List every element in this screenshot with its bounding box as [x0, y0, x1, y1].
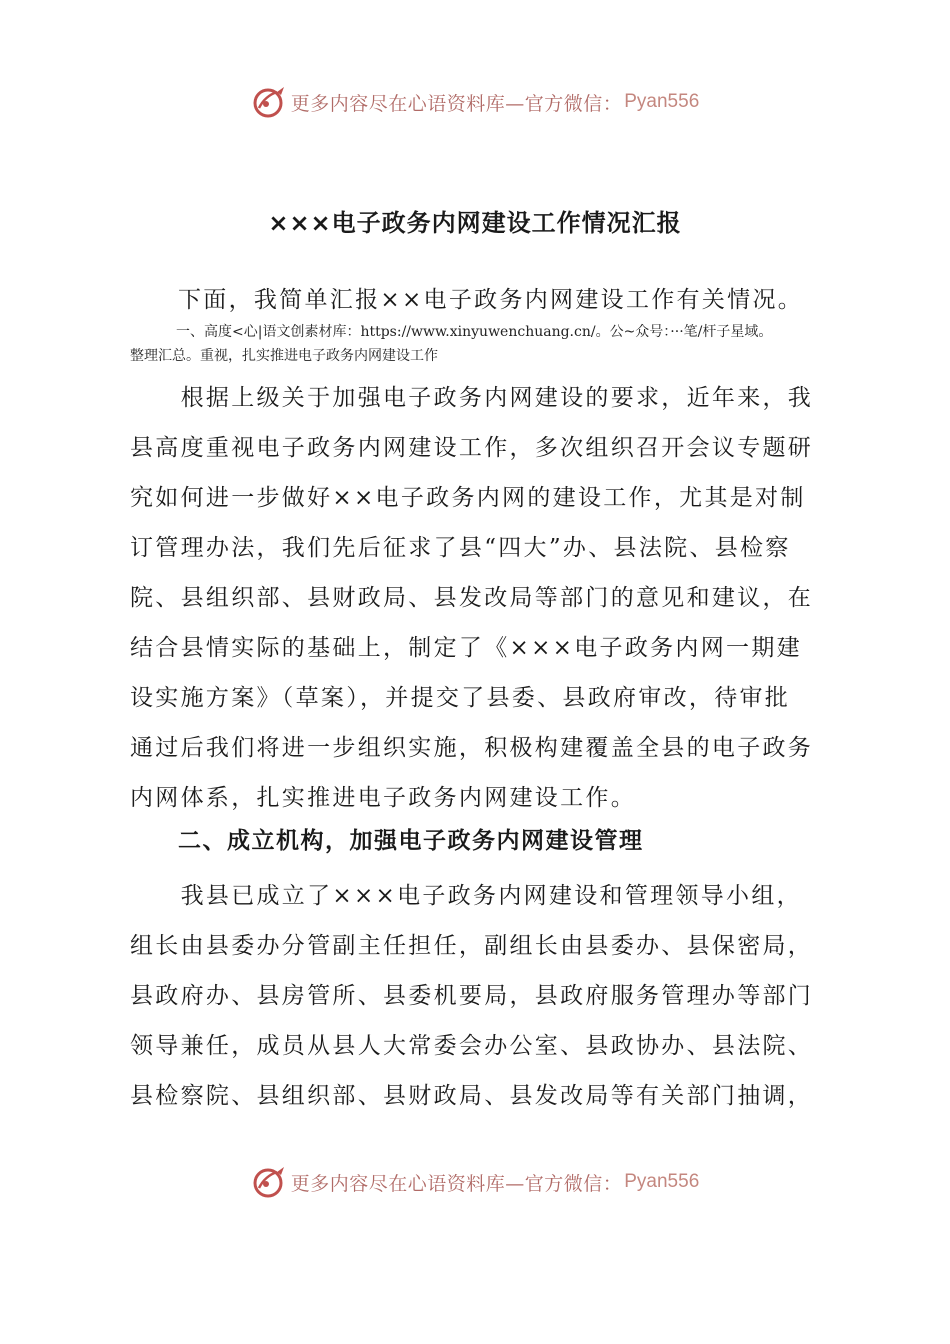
source-note-line-2: 整理汇总。重视，扎实推进电子政务内网建设工作	[130, 348, 438, 364]
section-heading-2: 二、成立机构，加强电子政务内网建设管理	[178, 828, 644, 854]
paragraph-line: 通过后我们将进一步组织实施，积极构建覆盖全县的电子政务	[130, 735, 814, 761]
source-note-line-1: 一、高度<心|语文创素材库：https://www.xinyuwenchuang.cn/。公~众号：···笔/杆子星域。	[176, 324, 773, 340]
pen-logo-icon	[251, 1164, 287, 1200]
paragraph-line: 内网体系，扎实推进电子政务内网建设工作。	[130, 785, 636, 811]
paragraph-line: 究如何进一步做好××电子政务内网的建设工作，尤其是对制	[130, 485, 806, 511]
intro-paragraph: 下面，我简单汇报××电子政务内网建设工作有关情况。	[178, 287, 804, 313]
pen-logo-icon	[251, 84, 287, 120]
paragraph-line: 县检察院、县组织部、县财政局、县发改局等有关部门抽调，	[130, 1083, 814, 1109]
paragraph-line: 领导兼任，成员从县人大常委会办公室、县政协办、县法院、	[130, 1033, 814, 1059]
paragraph-line: 院、县组织部、县财政局、县发改局等部门的意见和建议，在	[130, 585, 814, 611]
header-watermark-banner	[0, 82, 950, 122]
paragraph-line: 组长由县委办分管副主任担任，副组长由县委办、县保密局，	[130, 933, 814, 959]
paragraph-line: 根据上级关于加强电子政务内网建设的要求，近年来，我	[130, 385, 814, 411]
banner-wechat-id: Pyan556	[624, 1171, 700, 1192]
paragraph-line: 县高度重视电子政务内网建设工作，多次组织召开会议专题研	[130, 435, 814, 461]
paragraph-1	[130, 373, 830, 823]
banner-wechat-id: Pyan556	[624, 91, 700, 112]
banner-text: 更多内容尽在心语资料库—官方微信：	[290, 92, 623, 115]
document-title: ×××电子政务内网建设工作情况汇报	[268, 209, 682, 237]
paragraph-line: 结合县情实际的基础上，制定了《×××电子政务内网一期建	[130, 635, 802, 661]
footer-watermark-banner	[0, 1162, 950, 1202]
source-note	[130, 320, 850, 368]
paragraph-line: 订管理办法，我们先后征求了县“四大”办、县法院、县检察	[130, 535, 791, 561]
paragraph-2	[130, 871, 830, 1121]
paragraph-line: 设实施方案》（草案），并提交了县委、县政府审改，待审批	[130, 685, 791, 711]
paragraph-line: 我县已成立了×××电子政务内网建设和管理领导小组，	[130, 883, 802, 909]
banner-text: 更多内容尽在心语资料库—官方微信：	[290, 1172, 623, 1195]
paragraph-line: 县政府办、县房管所、县委机要局，县政府服务管理办等部门	[130, 983, 814, 1009]
